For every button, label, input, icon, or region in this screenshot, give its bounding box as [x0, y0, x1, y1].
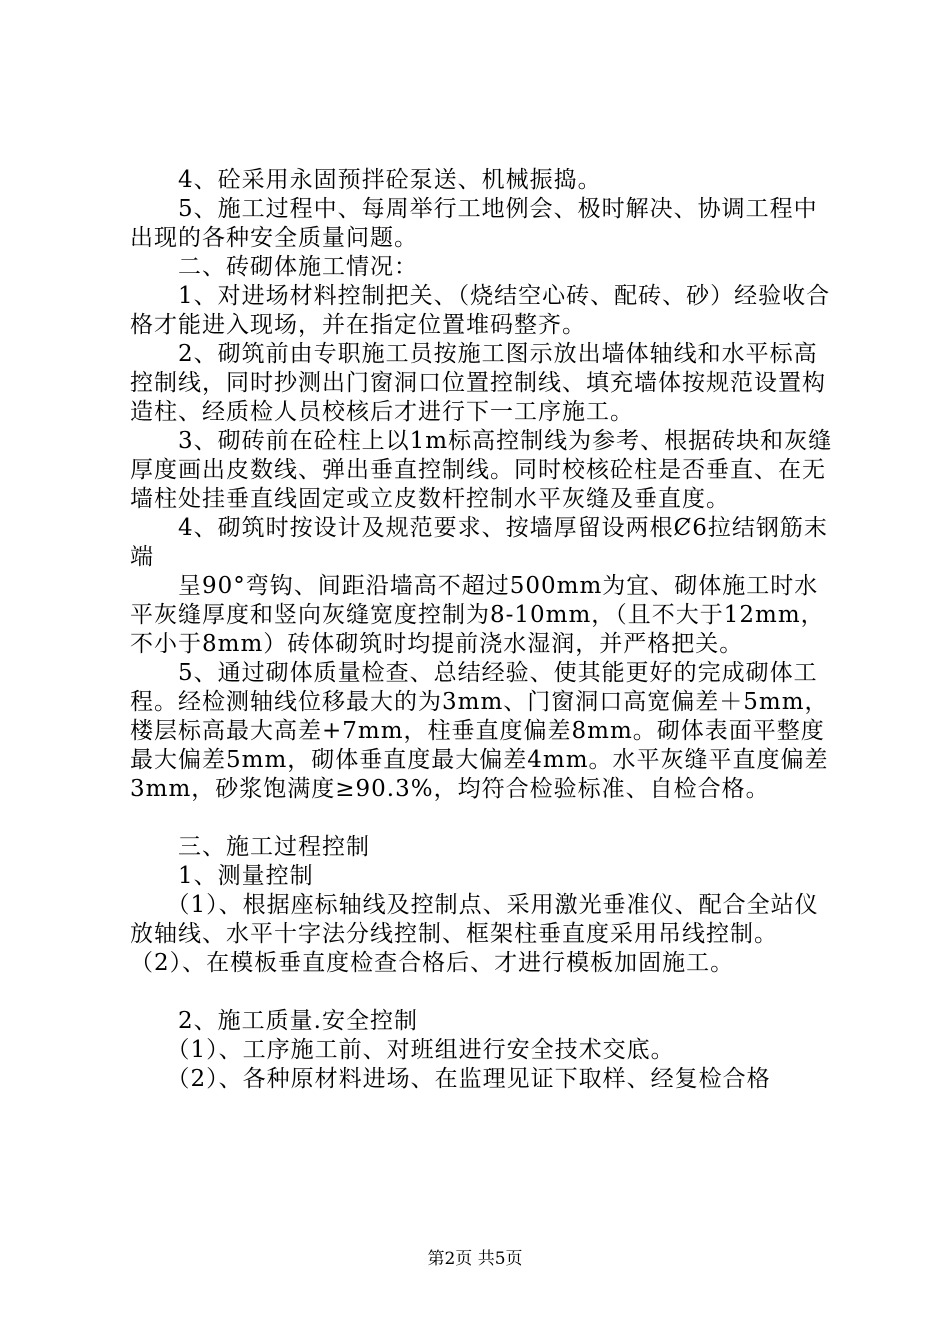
paragraph: 1、对进场材料控制把关、（烧结空心砖、配砖、砂）经验收合格才能进入现场，并在指定位置堆码整齐。 [130, 283, 831, 338]
document-body [130, 166, 835, 1094]
paragraph: 5、施工过程中、每周举行工地例会、极时解决、协调工程中出现的各种安全质量问题。 [130, 196, 818, 251]
paragraph: （1）、根据座标轴线及控制点、采用激光垂准仪、配合全站仪放轴线、水平十字法分线控制、框架柱垂直度采用吊线控制。（2）、在模板垂直度检查合格后、才进行模板加固施工。 [130, 892, 819, 976]
paragraph: 呈90°弯钩、间距沿墙高不超过500mm为宜、砌体施工时水平灰缝厚度和竖向灰缝宽度控制为8-10mm，（且不大于12mm，不小于8mm）砖体砌筑时均提前浇水湿润，并严格把关。 [130, 573, 825, 657]
subsection-heading: 2、施工质量.安全控制 [130, 1008, 418, 1034]
subsection-heading: 1、测量控制 [130, 863, 314, 889]
paragraph: 3、砌砖前在砼柱上以1m标高控制线为参考、根据砖块和灰缝厚度画出皮数线、弹出垂直控制线。同时校核砼柱是否垂直、在无墙柱处挂垂直线固定或立皮数杆控制水平灰缝及垂直度。 [130, 428, 833, 512]
blank-line [130, 804, 835, 833]
paragraph: （2）、各种原材料进场、在监理见证下取样、经复检合格 [130, 1066, 771, 1092]
page-number-label: 第2页 共5页 [427, 1249, 523, 1269]
blank-line [130, 978, 835, 1007]
page-footer [0, 1244, 950, 1269]
paragraph: 5、通过砌体质量检查、总结经验、使其能更好的完成砌体工程。经检测轴线位移最大的为3mm、门窗洞口高宽偏差＋5mm，楼层标高最大高差+7mm，柱垂直度偏差8mm。砌体表面平整度最大偏差5mm，砌体垂直度最大偏差4mm。水平灰缝平直度偏差3mm，砂浆饱满度≥90.3%，均符合检验标准、自检合格。 [130, 660, 829, 802]
paragraph: （1）、工序施工前、对班组进行安全技术交底。 [130, 1037, 675, 1063]
paragraph: 4、砌筑时按设计及规范要求、按墙厚留设两根Ȼ6拉结钢筋末端 [130, 515, 828, 570]
paragraph: 2、砌筑前由专职施工员按施工图示放出墙体轴线和水平标高控制线，同时抄测出门窗洞口位置控制线、填充墙体按规范设置构造柱、经质检人员校核后才进行下一工序施工。 [130, 341, 826, 425]
section-heading: 三、施工过程控制 [130, 834, 370, 860]
section-heading: 二、砖砌体施工情况： [130, 254, 418, 280]
paragraph: 4、砼采用永固预拌砼泵送、机械振捣。 [130, 167, 602, 193]
